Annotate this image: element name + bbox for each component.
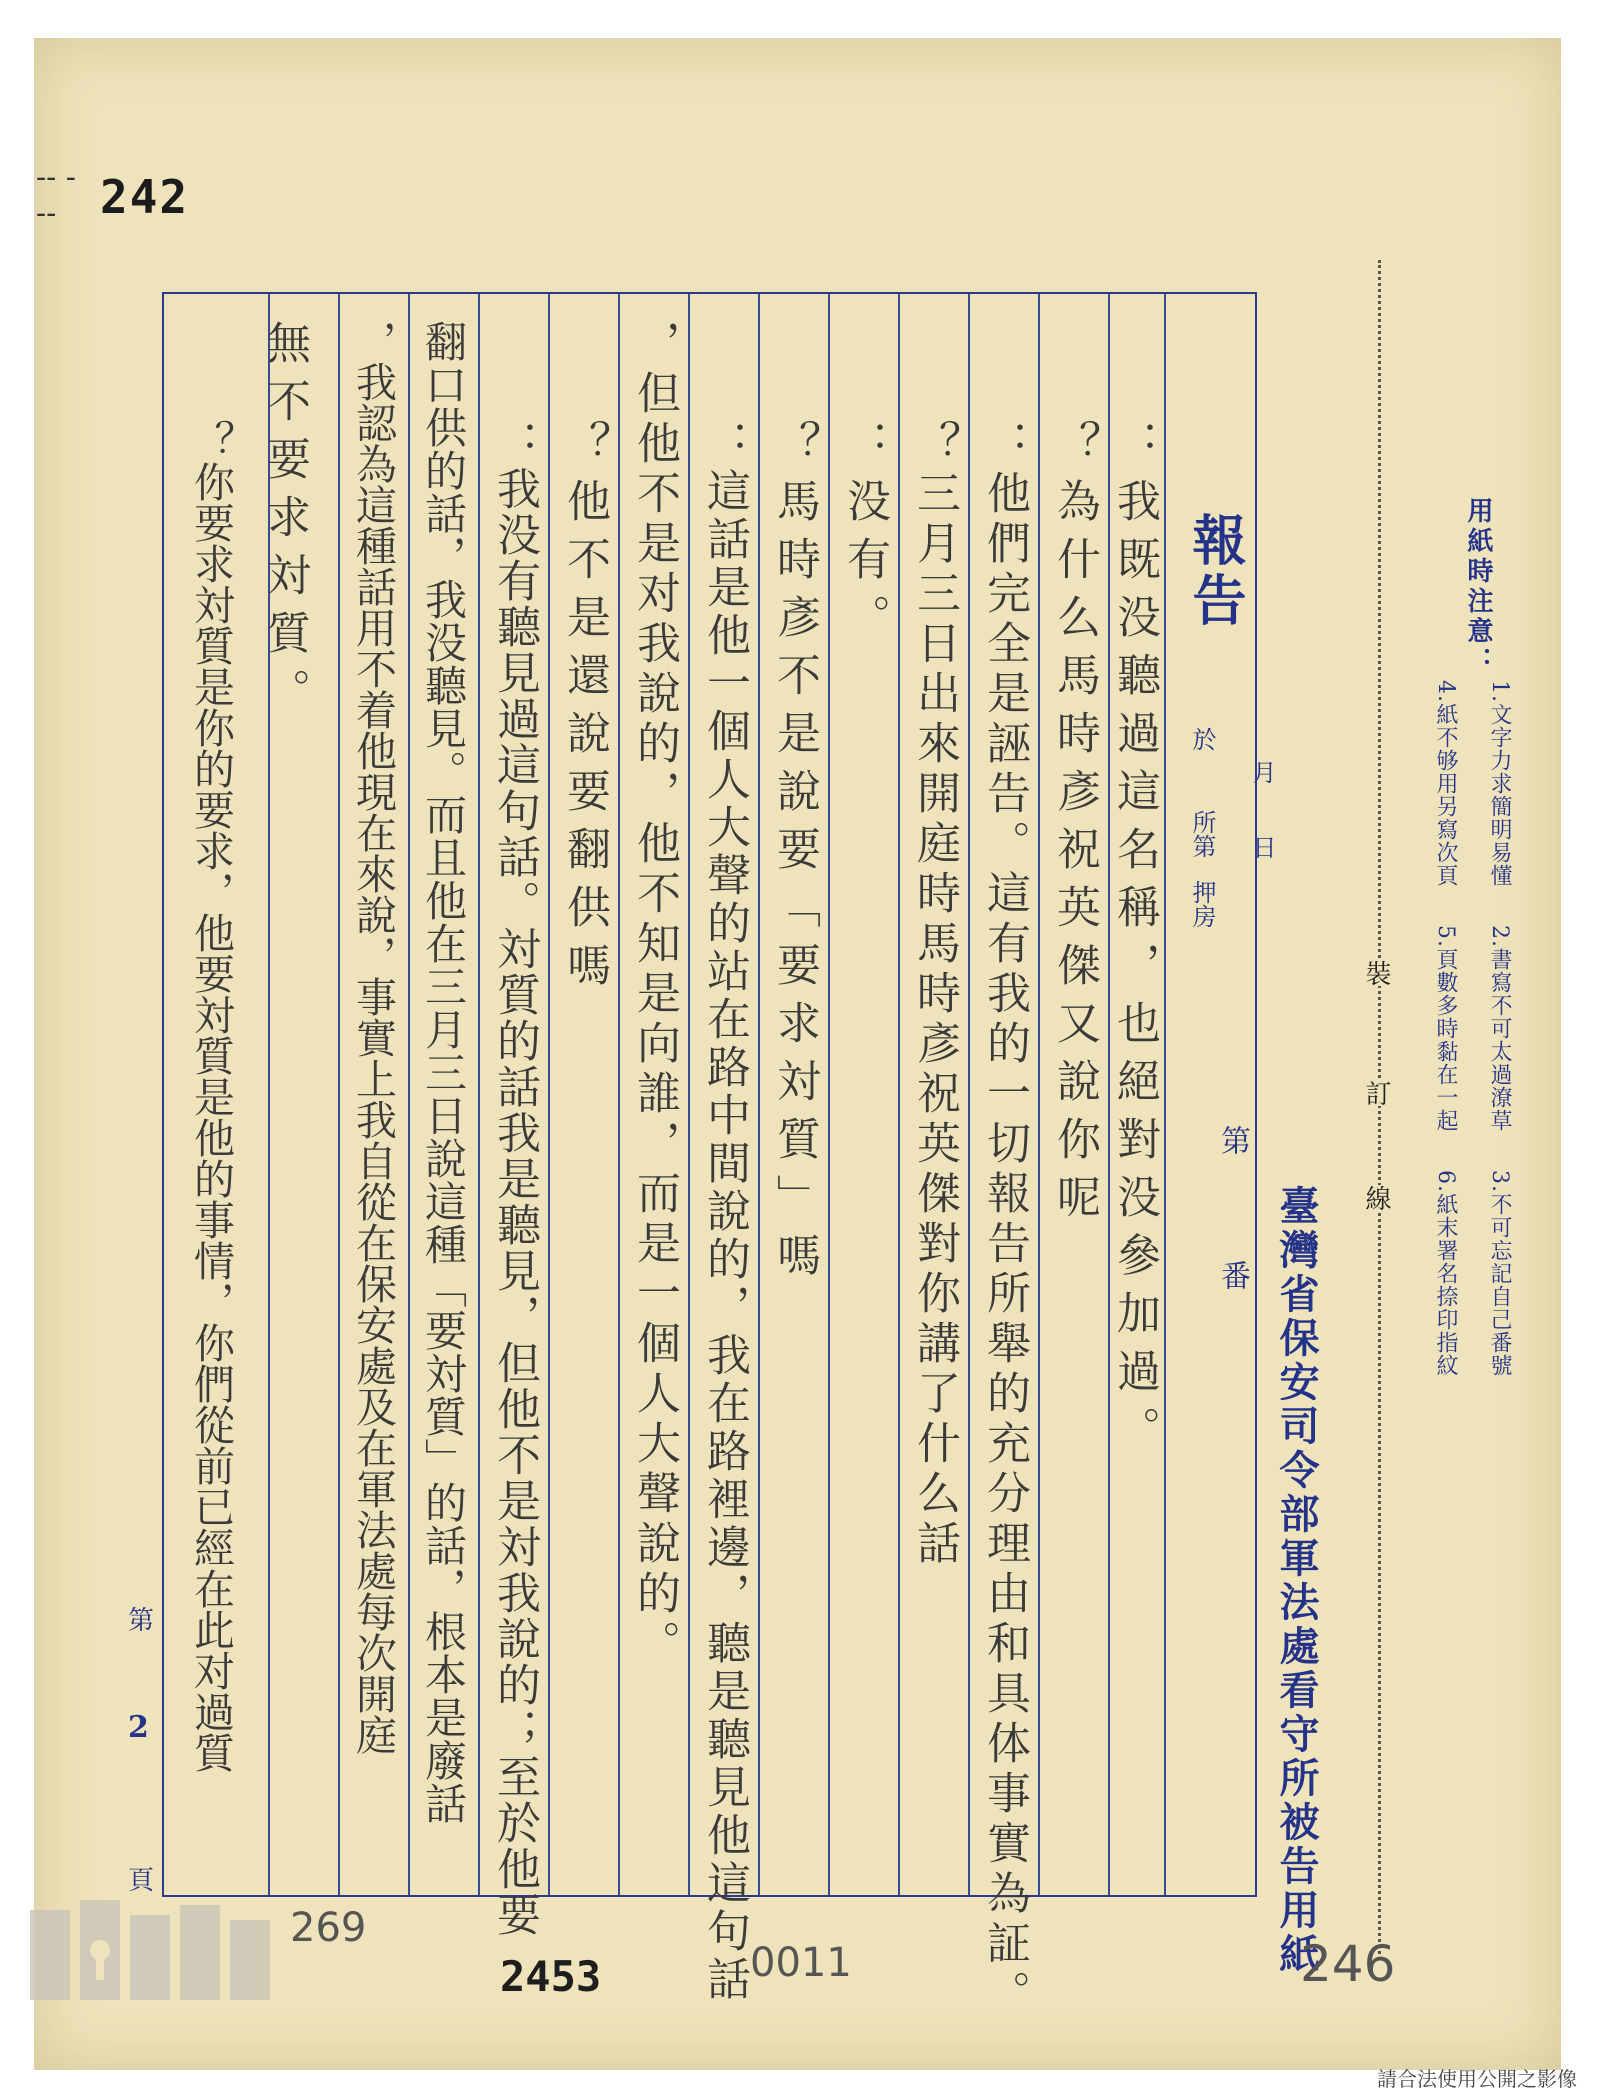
location-suffix-label: 所第 [1188,810,1216,858]
date-day-label: 日 [1248,835,1276,859]
number-prefix-label: 第 [1215,1125,1250,1155]
usage-note: 3.不可忘記自己番號 [1487,1170,1512,1377]
margin-marks: -- - -- [36,160,76,231]
archive-logo [20,1890,360,2010]
usage-note: 6.紙末署名捺印指紋 [1433,1170,1458,1377]
page-prefix: 第 [128,1606,155,1636]
text-line: ：這話是他一個人大聲的站在路中間說的，我在路裡邊，聽是聽見他這句話 [699,420,750,2004]
text-line: ：我没有聽見過這句話。対質的話我是聽見，但他不是対我說的；至於他要 [489,420,540,1938]
text-line: ：没有。 [839,420,890,652]
text-line: ：我既没聽過這名稱，也絕對没參加過。 [1109,420,1160,1464]
pencil-note: 246 [1300,1935,1396,1993]
usage-note: 2.書寫不可太過潦草 [1487,925,1512,1132]
text-line: ，但他不是对我說的，他不知是向誰，而是一個人大聲說的。 [629,320,680,1670]
text-line: 翻口供的話，我没聽見。而且他在三月三日說這種「要対質」的話，根本是廢話 [419,320,468,1825]
top-stamp-number: 242 [100,170,190,224]
number-suffix-label: 番 [1215,1260,1250,1290]
cell-label: 押房 [1188,880,1216,928]
binding-mark: 訂 [1358,1080,1395,1106]
pencil-note: 269 [290,1905,367,1951]
location-prefix-label: 於 [1188,727,1216,751]
usage-note: 4.紙不够用另寫次頁 [1433,680,1458,887]
text-line: 無不要求対質。 [259,320,310,726]
page-number: 2 [128,1710,149,1745]
usage-notes-heading: 用紙時注意： [1463,497,1493,677]
bottom-stamp-number: 2453 [500,1952,602,2001]
binding-mark: 裝 [1358,960,1395,986]
text-line: ：他們完全是誣告。這有我的一切報告所舉的充分理由和具体事實為証。 [979,420,1030,2020]
organization-name: 臺灣省保安司令部軍法處看守所被告用紙 [1273,1185,1320,1977]
text-line: ，我認為這種話用不着他現在來說，事實上我自從在保安處及在軍法處每次開庭 [349,320,397,1755]
binding-line [1378,260,1381,1960]
page-suffix: 頁 [128,1866,155,1896]
text-line: ？三月三日出來開庭時馬時彥祝英傑對你講了什么話 [909,420,960,1570]
date-month-label: 月 [1248,760,1276,784]
text-line: ？你要求対質是你的要求，他要対質是他的事情，你們從前已經在此对過質 [187,420,235,1773]
pencil-note: 0011 [750,1940,852,1986]
text-line: ？馬時彥不是說要「要求対質」嗎 [769,420,820,1290]
text-line: ？他不是還說要翻供嗎 [559,420,610,1000]
usage-note: 1.文字力求簡明易懂 [1487,680,1512,887]
footer-notice: 請合法使用公開之影像 [1377,2067,1577,2091]
binding-mark: 線 [1358,1185,1395,1211]
report-title: 報告 [1184,512,1248,632]
text-line: ？為什么馬時彥祝英傑又說你呢 [1049,420,1100,1232]
usage-note: 5.頁數多時黏在一起 [1433,925,1458,1132]
